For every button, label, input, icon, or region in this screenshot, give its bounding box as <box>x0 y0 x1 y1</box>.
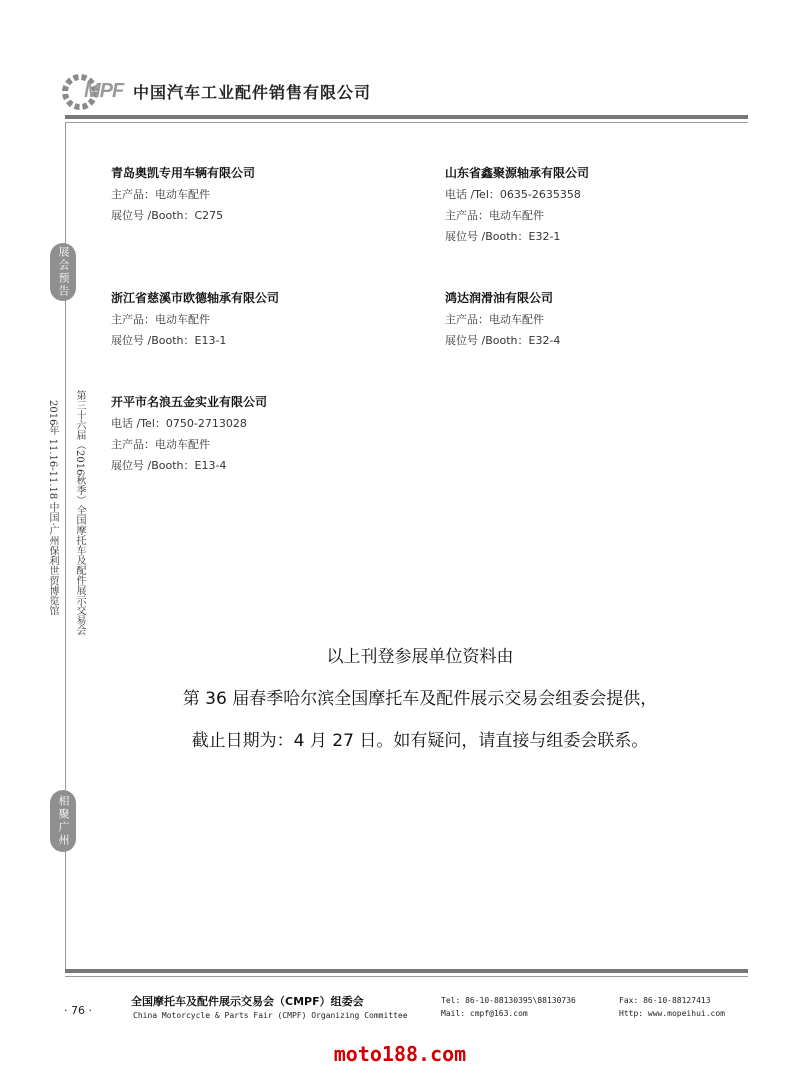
exhibitor-entry <box>111 288 411 351</box>
exhibitor-entry <box>111 392 411 476</box>
company-name: 中国汽车工业配件销售有限公司 <box>133 83 372 102</box>
company-logo <box>60 72 380 112</box>
logo-mark: MPF <box>84 80 124 102</box>
footer-fax: Fax: 86-10-88127413 <box>619 996 711 1005</box>
exhibitor-booth: 展位号 /Booth：E13-1 <box>111 334 227 347</box>
exhibitor-tel: 电话 /Tel：0635-2635358 <box>445 188 581 201</box>
side-tab-label: 相聚广州 <box>57 795 70 847</box>
notice-line: 截止日期为：4 月 27 日。如有疑问，请直接与组委会联系。 <box>191 731 649 751</box>
fair-title-vertical: 第三十六届（2016秋季）全国摩托车及配件展示交易会 <box>74 390 85 636</box>
footer-org-en: China Motorcycle & Parts Fair (CMPF) Organizing Committee <box>133 1011 408 1020</box>
notice-line: 以上刊登参展单位资料由 <box>326 647 514 667</box>
side-tab-preview <box>50 243 76 301</box>
exhibitor-name: 浙江省慈溪市欧德轴承有限公司 <box>111 291 280 305</box>
watermark: moto188.com <box>333 1042 467 1066</box>
exhibitor-name: 开平市名浪五金实业有限公司 <box>111 395 268 409</box>
side-tab-label: 展会预告 <box>57 246 70 298</box>
exhibitor-booth: 展位号 /Booth：E32-4 <box>445 334 561 347</box>
exhibitor-name: 鸿达润滑油有限公司 <box>445 291 554 305</box>
page-number: · 76 · <box>64 1004 92 1017</box>
footer-org-cn: 全国摩托车及配件展示交易会（CMPF）组委会 <box>131 995 364 1008</box>
exhibitor-entry <box>445 288 745 351</box>
header-divider <box>65 115 748 119</box>
notice-line: 第 36 届春季哈尔滨全国摩托车及配件展示交易会组委会提供， <box>182 689 658 709</box>
header-divider-thin <box>65 122 748 123</box>
exhibitor-product: 主产品：电动车配件 <box>111 438 210 451</box>
exhibitor-product: 主产品：电动车配件 <box>111 313 210 326</box>
exhibitor-booth: 展位号 /Booth：E13-4 <box>111 459 227 472</box>
footer-divider <box>65 969 748 973</box>
exhibitor-product: 主产品：电动车配件 <box>445 313 544 326</box>
exhibitor-name: 山东省鑫聚源轴承有限公司 <box>445 166 590 180</box>
side-tab-guangzhou <box>50 790 76 852</box>
exhibitor-product: 主产品：电动车配件 <box>445 209 544 222</box>
footer-mail: Mail: cmpf@163.com <box>441 1009 528 1018</box>
exhibitor-product: 主产品：电动车配件 <box>111 188 210 201</box>
exhibitor-entry <box>111 163 411 226</box>
footer-website: Http: www.mopeihui.com <box>619 1009 725 1018</box>
exhibitor-booth: 展位号 /Booth：C275 <box>111 209 224 222</box>
exhibitor-entry <box>445 163 745 247</box>
exhibitor-name: 青岛奥凯专用车辆有限公司 <box>111 166 256 180</box>
exhibitor-booth: 展位号 /Booth：E32-1 <box>445 230 561 243</box>
footer-tel: Tel: 86-10-88130395\88130736 <box>441 996 576 1005</box>
fair-dates-vertical: 2016年 11.16-11.18 中国·广州保利世贸博览馆 <box>47 400 58 616</box>
exhibitor-tel: 电话 /Tel：0750-2713028 <box>111 417 247 430</box>
footer-divider-thin <box>65 976 748 977</box>
